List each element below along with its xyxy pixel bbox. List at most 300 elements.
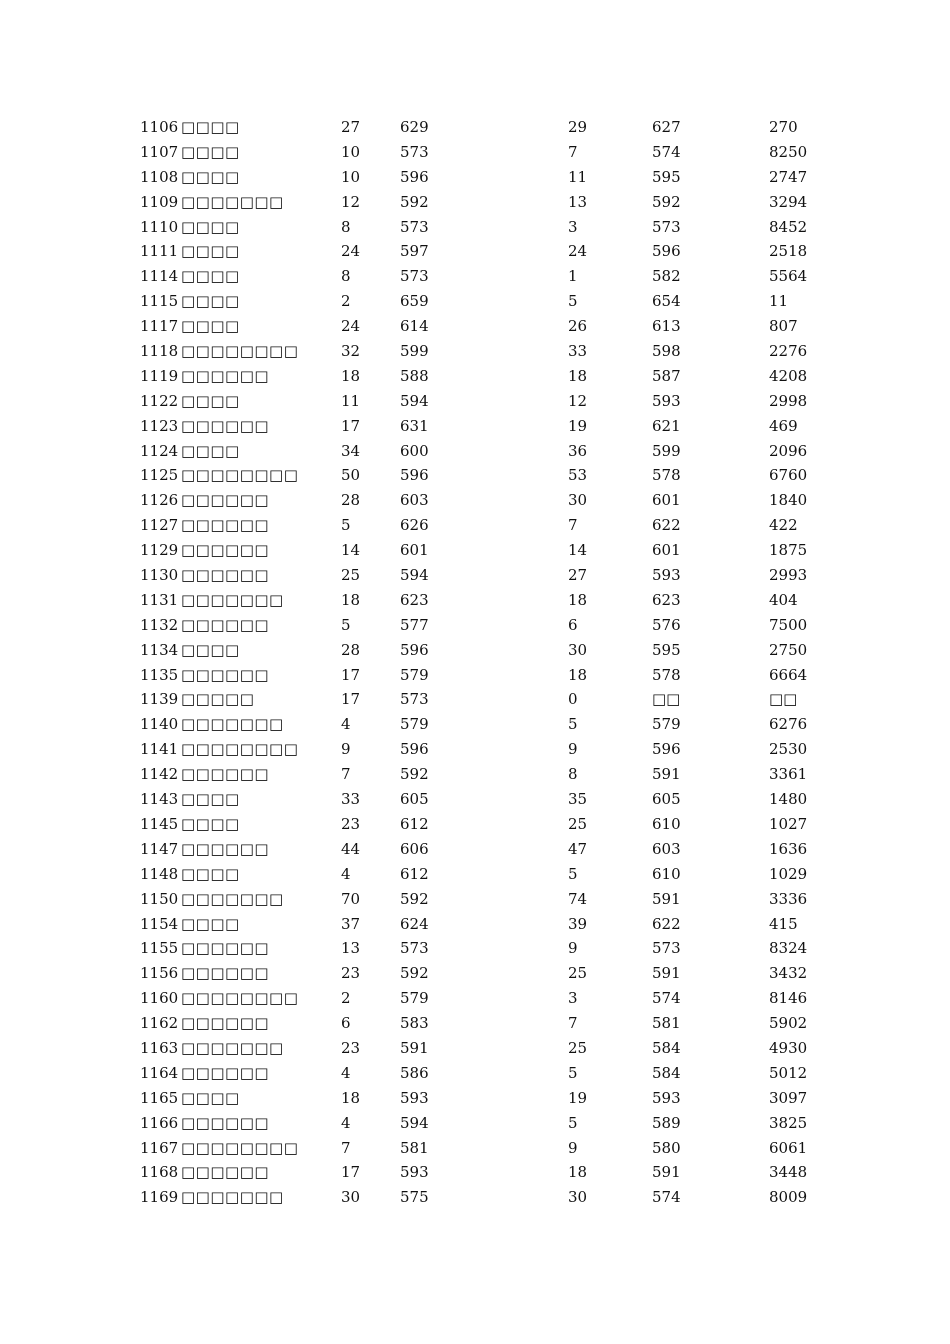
row-value-c: 19 bbox=[568, 416, 588, 435]
row-value-d: 574 bbox=[652, 989, 681, 1008]
row-value-a: 6 bbox=[341, 1014, 351, 1033]
row-value-c: 6 bbox=[568, 615, 578, 634]
row-value-a: 23 bbox=[341, 1038, 361, 1057]
row-value-b: 573 bbox=[400, 267, 429, 286]
row-value-b: 588 bbox=[400, 366, 429, 385]
row-value-e: 2518 bbox=[769, 242, 808, 261]
table-row bbox=[0, 812, 950, 837]
row-value-a: 18 bbox=[341, 590, 361, 609]
row-value-b: 575 bbox=[400, 1188, 429, 1207]
row-name: □□□□□□□□ bbox=[181, 740, 299, 759]
table-row bbox=[0, 215, 950, 240]
row-code: 1127 bbox=[140, 516, 179, 535]
row-value-e: 3097 bbox=[769, 1088, 808, 1107]
row-value-e: 1840 bbox=[769, 491, 808, 510]
row-code: 1108 bbox=[140, 167, 179, 186]
row-value-b: 659 bbox=[400, 292, 429, 311]
table-row bbox=[0, 613, 950, 638]
row-value-d: 578 bbox=[652, 665, 681, 684]
row-value-b: 593 bbox=[400, 1163, 429, 1182]
row-value-b: 594 bbox=[400, 1113, 429, 1132]
row-value-a: 17 bbox=[341, 1163, 361, 1182]
row-value-d: 622 bbox=[652, 516, 681, 535]
row-name: □□□□□□ bbox=[181, 1014, 270, 1033]
row-value-c: 30 bbox=[568, 640, 588, 659]
row-name: □□□□ bbox=[181, 142, 240, 161]
row-value-e: 1875 bbox=[769, 541, 808, 560]
row-name: □□□□ bbox=[181, 292, 240, 311]
row-value-b: 629 bbox=[400, 118, 429, 136]
row-name: □□□□ bbox=[181, 814, 240, 833]
table-row bbox=[0, 264, 950, 289]
row-value-e: 6760 bbox=[769, 466, 808, 485]
table-row bbox=[0, 439, 950, 464]
row-value-e: 6664 bbox=[769, 665, 808, 684]
row-value-d: 592 bbox=[652, 192, 681, 211]
table-row bbox=[0, 414, 950, 439]
row-code: 1109 bbox=[140, 192, 179, 211]
row-value-c: 9 bbox=[568, 939, 578, 958]
row-value-a: 30 bbox=[341, 1188, 361, 1207]
row-value-e: 5012 bbox=[769, 1063, 808, 1082]
row-value-e: 404 bbox=[769, 590, 798, 609]
row-value-d: 613 bbox=[652, 317, 681, 336]
table-row bbox=[0, 663, 950, 688]
table-row bbox=[0, 1111, 950, 1136]
row-value-b: 573 bbox=[400, 690, 429, 709]
row-value-c: 33 bbox=[568, 342, 588, 361]
row-code: 1142 bbox=[140, 765, 179, 784]
row-value-b: 606 bbox=[400, 839, 429, 858]
row-code: 1140 bbox=[140, 715, 179, 734]
row-value-c: 5 bbox=[568, 864, 578, 883]
row-name: □□□□□□ bbox=[181, 1063, 270, 1082]
row-value-e: 8146 bbox=[769, 989, 808, 1008]
row-value-b: 592 bbox=[400, 964, 429, 983]
row-value-d: 605 bbox=[652, 790, 681, 809]
row-value-a: 32 bbox=[341, 342, 361, 361]
row-value-c: 18 bbox=[568, 1163, 588, 1182]
row-value-b: 599 bbox=[400, 342, 429, 361]
row-value-a: 4 bbox=[341, 864, 351, 883]
row-value-b: 573 bbox=[400, 939, 429, 958]
row-value-d: 593 bbox=[652, 391, 681, 410]
row-value-d: 610 bbox=[652, 864, 681, 883]
row-name: □□□□□□ bbox=[181, 964, 270, 983]
row-value-e: □□ bbox=[769, 690, 798, 709]
row-value-a: 13 bbox=[341, 939, 361, 958]
row-code: 1106 bbox=[140, 118, 179, 136]
row-value-c: 39 bbox=[568, 914, 588, 933]
row-value-a: 10 bbox=[341, 142, 361, 161]
row-name: □□□□□□ bbox=[181, 765, 270, 784]
row-name: □□□□□□□ bbox=[181, 192, 284, 211]
row-name: □□□□□□□ bbox=[181, 889, 284, 908]
row-value-c: 1 bbox=[568, 267, 578, 286]
table-row bbox=[0, 488, 950, 513]
row-value-d: 595 bbox=[652, 167, 681, 186]
row-value-d: □□ bbox=[652, 690, 681, 709]
row-value-a: 8 bbox=[341, 267, 351, 286]
table-row bbox=[0, 936, 950, 961]
row-value-a: 4 bbox=[341, 715, 351, 734]
row-value-b: 583 bbox=[400, 1014, 429, 1033]
row-value-d: 596 bbox=[652, 740, 681, 759]
row-value-e: 2747 bbox=[769, 167, 808, 186]
row-value-e: 1480 bbox=[769, 790, 808, 809]
table-row bbox=[0, 1011, 950, 1036]
row-code: 1111 bbox=[140, 242, 179, 261]
row-name: □□□□□□□□ bbox=[181, 989, 299, 1008]
row-value-b: 605 bbox=[400, 790, 429, 809]
row-value-d: 603 bbox=[652, 839, 681, 858]
row-value-b: 600 bbox=[400, 441, 429, 460]
table-row bbox=[0, 339, 950, 364]
row-code: 1132 bbox=[140, 615, 179, 634]
row-value-a: 33 bbox=[341, 790, 361, 809]
table-row bbox=[0, 687, 950, 712]
row-value-d: 591 bbox=[652, 1163, 681, 1182]
table-row bbox=[0, 787, 950, 812]
row-value-e: 469 bbox=[769, 416, 798, 435]
row-name: □□□□□□□□ bbox=[181, 466, 299, 485]
table-row bbox=[0, 712, 950, 737]
row-value-d: 584 bbox=[652, 1038, 681, 1057]
row-value-b: 577 bbox=[400, 615, 429, 634]
row-value-b: 573 bbox=[400, 142, 429, 161]
row-code: 1166 bbox=[140, 1113, 179, 1132]
row-value-d: 578 bbox=[652, 466, 681, 485]
row-value-b: 596 bbox=[400, 466, 429, 485]
row-value-d: 576 bbox=[652, 615, 681, 634]
row-name: □□□□ bbox=[181, 914, 240, 933]
row-value-b: 592 bbox=[400, 765, 429, 784]
row-value-c: 9 bbox=[568, 1138, 578, 1157]
row-value-e: 5564 bbox=[769, 267, 808, 286]
row-code: 1169 bbox=[140, 1188, 179, 1207]
row-name: □□□□□□ bbox=[181, 366, 270, 385]
row-value-d: 623 bbox=[652, 590, 681, 609]
row-value-d: 591 bbox=[652, 765, 681, 784]
row-code: 1135 bbox=[140, 665, 179, 684]
row-code: 1130 bbox=[140, 566, 179, 585]
row-value-c: 36 bbox=[568, 441, 588, 460]
table-row bbox=[0, 961, 950, 986]
row-code: 1131 bbox=[140, 590, 179, 609]
row-value-d: 581 bbox=[652, 1014, 681, 1033]
row-value-c: 25 bbox=[568, 814, 588, 833]
table-row bbox=[0, 239, 950, 264]
row-name: □□□□ bbox=[181, 790, 240, 809]
row-value-c: 7 bbox=[568, 516, 578, 535]
row-value-c: 3 bbox=[568, 217, 578, 236]
row-value-a: 4 bbox=[341, 1113, 351, 1132]
row-value-a: 24 bbox=[341, 242, 361, 261]
row-code: 1163 bbox=[140, 1038, 179, 1057]
row-value-c: 12 bbox=[568, 391, 588, 410]
row-code: 1150 bbox=[140, 889, 179, 908]
row-value-c: 47 bbox=[568, 839, 588, 858]
table-row bbox=[0, 190, 950, 215]
row-name: □□□□ bbox=[181, 167, 240, 186]
row-value-b: 596 bbox=[400, 167, 429, 186]
row-value-d: 589 bbox=[652, 1113, 681, 1132]
table-row bbox=[0, 538, 950, 563]
table-row bbox=[0, 588, 950, 613]
row-value-b: 594 bbox=[400, 391, 429, 410]
row-name: □□□□ bbox=[181, 317, 240, 336]
row-value-e: 3825 bbox=[769, 1113, 808, 1132]
row-value-a: 50 bbox=[341, 466, 361, 485]
row-name: □□□□ bbox=[181, 1088, 240, 1107]
row-value-e: 2530 bbox=[769, 740, 808, 759]
row-code: 1129 bbox=[140, 541, 179, 560]
row-value-c: 5 bbox=[568, 1063, 578, 1082]
row-name: □□□□□□ bbox=[181, 541, 270, 560]
row-value-e: 6061 bbox=[769, 1138, 808, 1157]
row-value-e: 415 bbox=[769, 914, 798, 933]
row-name: □□□□□□ bbox=[181, 516, 270, 535]
row-value-d: 599 bbox=[652, 441, 681, 460]
row-name: □□□□□□□□ bbox=[181, 1138, 299, 1157]
row-code: 1145 bbox=[140, 814, 179, 833]
row-value-c: 25 bbox=[568, 964, 588, 983]
row-value-a: 27 bbox=[341, 118, 361, 136]
row-value-d: 621 bbox=[652, 416, 681, 435]
row-value-a: 5 bbox=[341, 516, 351, 535]
row-name: □□□□□□ bbox=[181, 416, 270, 435]
row-value-c: 74 bbox=[568, 889, 588, 908]
row-value-a: 4 bbox=[341, 1063, 351, 1082]
row-value-b: 631 bbox=[400, 416, 429, 435]
row-value-c: 7 bbox=[568, 142, 578, 161]
row-value-d: 622 bbox=[652, 914, 681, 933]
row-value-b: 614 bbox=[400, 317, 429, 336]
row-value-e: 2750 bbox=[769, 640, 808, 659]
row-value-c: 5 bbox=[568, 715, 578, 734]
row-value-e: 3361 bbox=[769, 765, 808, 784]
row-code: 1155 bbox=[140, 939, 179, 958]
row-name: □□□□ bbox=[181, 640, 240, 659]
row-value-b: 612 bbox=[400, 814, 429, 833]
row-name: □□□□□□ bbox=[181, 665, 270, 684]
row-value-a: 18 bbox=[341, 366, 361, 385]
row-name: □□□□□□ bbox=[181, 839, 270, 858]
row-value-a: 28 bbox=[341, 640, 361, 659]
row-value-d: 573 bbox=[652, 217, 681, 236]
row-name: □□□□□□□□ bbox=[181, 342, 299, 361]
row-code: 1107 bbox=[140, 142, 179, 161]
table-row bbox=[0, 140, 950, 165]
row-value-a: 23 bbox=[341, 964, 361, 983]
row-name: □□□□ bbox=[181, 267, 240, 286]
table-row bbox=[0, 463, 950, 488]
row-name: □□□□□ bbox=[181, 690, 255, 709]
row-value-e: 1029 bbox=[769, 864, 808, 883]
row-value-d: 598 bbox=[652, 342, 681, 361]
row-value-b: 596 bbox=[400, 640, 429, 659]
row-value-a: 7 bbox=[341, 1138, 351, 1157]
row-code: 1126 bbox=[140, 491, 179, 510]
row-value-a: 18 bbox=[341, 1088, 361, 1107]
row-value-b: 593 bbox=[400, 1088, 429, 1107]
row-value-b: 612 bbox=[400, 864, 429, 883]
row-code: 1124 bbox=[140, 441, 179, 460]
row-name: □□□□□□ bbox=[181, 566, 270, 585]
row-value-e: 2998 bbox=[769, 391, 808, 410]
row-value-b: 579 bbox=[400, 715, 429, 734]
row-code: 1168 bbox=[140, 1163, 179, 1182]
row-value-a: 25 bbox=[341, 566, 361, 585]
row-value-e: 1027 bbox=[769, 814, 808, 833]
row-value-b: 601 bbox=[400, 541, 429, 560]
row-code: 1147 bbox=[140, 839, 179, 858]
row-value-b: 592 bbox=[400, 889, 429, 908]
row-value-a: 17 bbox=[341, 665, 361, 684]
row-value-a: 37 bbox=[341, 914, 361, 933]
row-code: 1141 bbox=[140, 740, 179, 759]
row-code: 1118 bbox=[140, 342, 179, 361]
table-row bbox=[0, 115, 950, 140]
table-row bbox=[0, 364, 950, 389]
row-code: 1123 bbox=[140, 416, 179, 435]
row-code: 1156 bbox=[140, 964, 179, 983]
row-value-e: 8009 bbox=[769, 1188, 808, 1207]
row-value-d: 579 bbox=[652, 715, 681, 734]
table-row bbox=[0, 986, 950, 1011]
row-value-d: 654 bbox=[652, 292, 681, 311]
row-value-a: 12 bbox=[341, 192, 361, 211]
row-name: □□□□□□ bbox=[181, 615, 270, 634]
row-value-e: 3448 bbox=[769, 1163, 808, 1182]
table-row bbox=[0, 1061, 950, 1086]
row-value-c: 5 bbox=[568, 1113, 578, 1132]
row-value-c: 30 bbox=[568, 491, 588, 510]
row-value-c: 11 bbox=[568, 167, 588, 186]
table-row bbox=[0, 314, 950, 339]
row-value-e: 807 bbox=[769, 317, 798, 336]
row-value-e: 8452 bbox=[769, 217, 808, 236]
row-value-d: 593 bbox=[652, 566, 681, 585]
row-value-c: 27 bbox=[568, 566, 588, 585]
row-value-c: 18 bbox=[568, 590, 588, 609]
row-value-a: 5 bbox=[341, 615, 351, 634]
row-value-b: 597 bbox=[400, 242, 429, 261]
row-value-d: 601 bbox=[652, 491, 681, 510]
row-value-c: 19 bbox=[568, 1088, 588, 1107]
row-code: 1167 bbox=[140, 1138, 179, 1157]
table-row bbox=[0, 1160, 950, 1185]
row-value-c: 26 bbox=[568, 317, 588, 336]
row-value-b: 579 bbox=[400, 989, 429, 1008]
row-value-c: 3 bbox=[568, 989, 578, 1008]
table-row bbox=[0, 1036, 950, 1061]
row-value-a: 10 bbox=[341, 167, 361, 186]
row-value-e: 8324 bbox=[769, 939, 808, 958]
row-value-c: 8 bbox=[568, 765, 578, 784]
row-value-d: 574 bbox=[652, 142, 681, 161]
row-value-d: 582 bbox=[652, 267, 681, 286]
row-value-e: 5902 bbox=[769, 1014, 808, 1033]
row-name: □□□□□□ bbox=[181, 1113, 270, 1132]
row-value-d: 584 bbox=[652, 1063, 681, 1082]
row-value-a: 17 bbox=[341, 416, 361, 435]
row-name: □□□□ bbox=[181, 864, 240, 883]
row-value-c: 13 bbox=[568, 192, 588, 211]
row-name: □□□□□□ bbox=[181, 491, 270, 510]
row-value-c: 29 bbox=[568, 118, 588, 136]
row-value-e: 4208 bbox=[769, 366, 808, 385]
table-row bbox=[0, 1136, 950, 1161]
row-value-a: 34 bbox=[341, 441, 361, 460]
table-row bbox=[0, 1185, 950, 1210]
table-row bbox=[0, 887, 950, 912]
row-value-e: 7500 bbox=[769, 615, 808, 634]
table-row bbox=[0, 862, 950, 887]
row-value-b: 624 bbox=[400, 914, 429, 933]
row-value-a: 2 bbox=[341, 989, 351, 1008]
row-name: □□□□□□ bbox=[181, 1163, 270, 1182]
row-value-c: 18 bbox=[568, 665, 588, 684]
row-name: □□□□ bbox=[181, 441, 240, 460]
row-value-d: 610 bbox=[652, 814, 681, 833]
row-value-d: 596 bbox=[652, 242, 681, 261]
row-name: □□□□□□□ bbox=[181, 1188, 284, 1207]
row-code: 1165 bbox=[140, 1088, 179, 1107]
row-value-e: 270 bbox=[769, 118, 798, 136]
table-row bbox=[0, 912, 950, 937]
row-value-e: 3336 bbox=[769, 889, 808, 908]
row-value-a: 23 bbox=[341, 814, 361, 833]
row-value-e: 2276 bbox=[769, 342, 808, 361]
data-table bbox=[0, 115, 950, 1210]
row-code: 1143 bbox=[140, 790, 179, 809]
row-name: □□□□ bbox=[181, 242, 240, 261]
table-row bbox=[0, 837, 950, 862]
row-value-c: 0 bbox=[568, 690, 578, 709]
row-value-a: 9 bbox=[341, 740, 351, 759]
table-row bbox=[0, 389, 950, 414]
row-value-e: 4930 bbox=[769, 1038, 808, 1057]
row-value-a: 28 bbox=[341, 491, 361, 510]
row-code: 1134 bbox=[140, 640, 179, 659]
row-name: □□□□ bbox=[181, 118, 240, 136]
row-code: 1117 bbox=[140, 317, 179, 336]
table-row bbox=[0, 638, 950, 663]
row-code: 1115 bbox=[140, 292, 179, 311]
row-value-c: 7 bbox=[568, 1014, 578, 1033]
row-value-b: 579 bbox=[400, 665, 429, 684]
row-value-e: 6276 bbox=[769, 715, 808, 734]
row-name: □□□□□□□ bbox=[181, 590, 284, 609]
row-value-a: 70 bbox=[341, 889, 361, 908]
table-row bbox=[0, 513, 950, 538]
table-row bbox=[0, 563, 950, 588]
row-value-a: 7 bbox=[341, 765, 351, 784]
table-row bbox=[0, 737, 950, 762]
row-value-e: 2096 bbox=[769, 441, 808, 460]
row-value-c: 53 bbox=[568, 466, 588, 485]
row-value-d: 627 bbox=[652, 118, 681, 136]
row-value-d: 593 bbox=[652, 1088, 681, 1107]
row-value-b: 596 bbox=[400, 740, 429, 759]
row-value-a: 17 bbox=[341, 690, 361, 709]
row-value-c: 5 bbox=[568, 292, 578, 311]
row-value-b: 592 bbox=[400, 192, 429, 211]
row-value-a: 11 bbox=[341, 391, 361, 410]
row-value-d: 591 bbox=[652, 964, 681, 983]
row-value-b: 623 bbox=[400, 590, 429, 609]
